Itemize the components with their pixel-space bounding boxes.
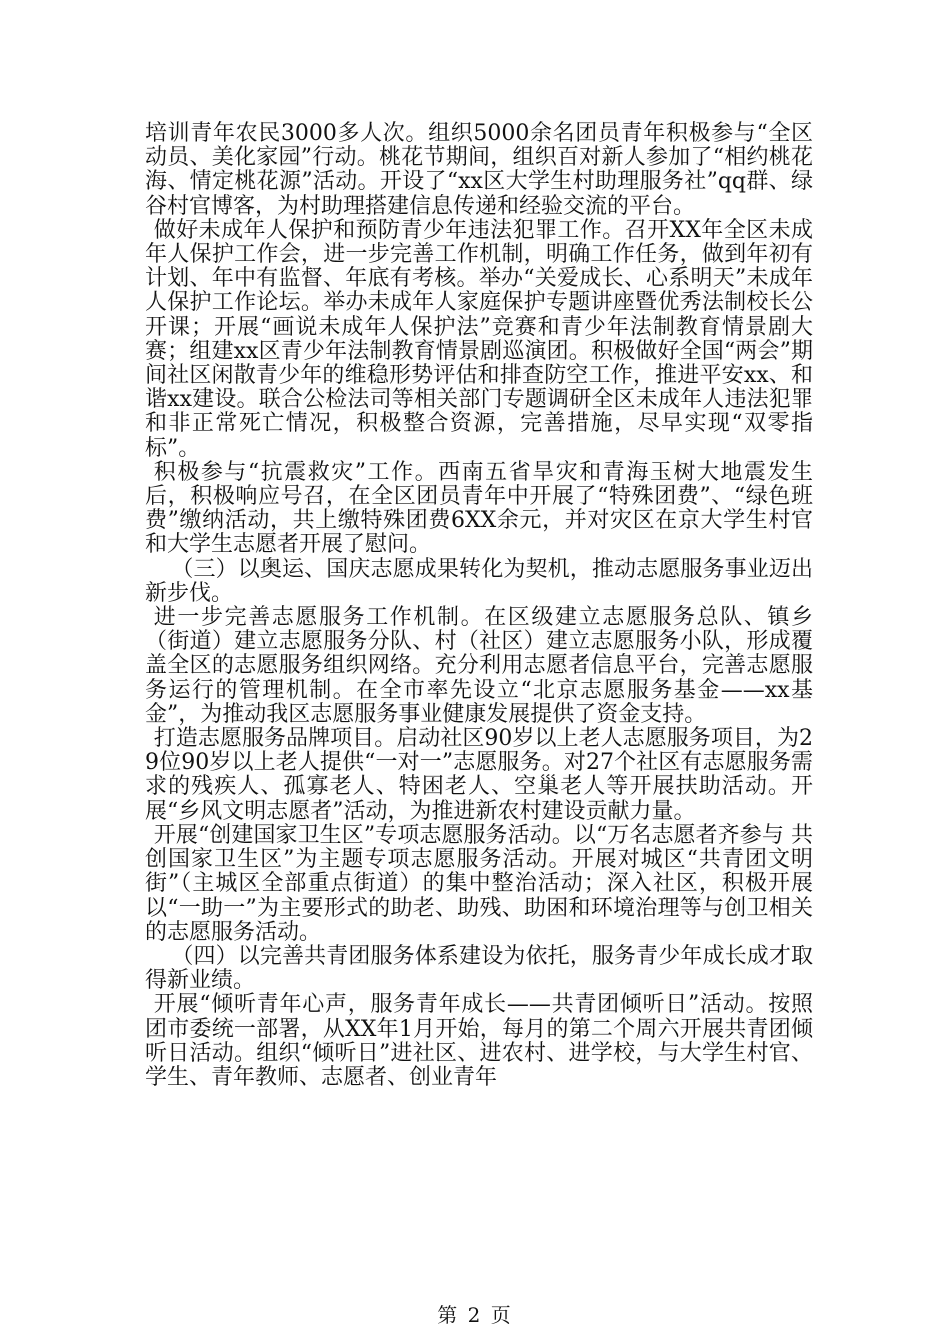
page-number: 第 2 页	[437, 1303, 513, 1327]
paragraph-volunteer-mechanism: 进一步完善志愿服务工作机制。在区级建立志愿服务总队、镇乡（街道）建立志愿服务分队、村（社区）建立志愿服务小队，形成覆盖全区的志愿服务组织网络。充分利用志愿者信息平台，完善志愿服务运行的管理机制。在全市率先设立“北京志愿服务基金——xx基金”，为推动我区志愿服务事业健康发展提供了资金支持。	[145, 605, 813, 727]
paragraph-listening-day: 开展“倾听青年心声，服务青年成长——共青团倾听日”活动。按照团市委统一部署，从XX年1月开始，每月的第二个周六开展共青团倾听日活动。组织“倾听日”进社区、进农村、进学校，与大学生村官、学生、青年教师、志愿者、创业青年	[145, 992, 813, 1090]
paragraph-earthquake-relief: 积极参与“抗震救灾”工作。西南五省旱灾和青海玉树大地震发生后，积极响应号召，在全区团员青年中开展了“特殊团费”、“绿色班费”缴纳活动，共上缴特殊团费6XX余元，并对灾区在京大学生村官和大学生志愿者开展了慰问。	[145, 459, 813, 558]
document-body	[145, 122, 813, 1090]
paragraph-continuation: 培训青年农民3000多人次。组织5000余名团员青年积极参与“全区动员、美化家园”行动。桃花节期间，组织百对新人参加了“相约桃花海、情定桃花源”活动。开设了“xx区大学生村助理服务社”qq群、绿谷村官博客，为村助理搭建信息传递和经验交流的平台。	[145, 121, 813, 219]
paragraph-health-district: 开展“创建国家卫生区”专项志愿服务活动。以“万名志愿者齐参与 共创国家卫生区”为主题专项志愿服务活动。开展对城区“共青团文明街”（主城区全部重点街道）的集中整治活动；深入社区，积极开展以“一助一”为主要形式的助老、助残、助困和环境治理等与创卫相关的志愿服务活动。	[145, 822, 813, 945]
section-heading-three: （三）以奥运、国庆志愿成果转化为契机，推动志愿服务事业迈出新步伐。	[145, 556, 813, 606]
section-heading-four: （四）以完善共青团服务体系建设为依托，服务青少年成长成才取得新业绩。	[145, 943, 813, 994]
paragraph-volunteer-brand: 打造志愿服务品牌项目。启动社区90岁以上老人志愿服务项目，为29位90岁以上老人提供“一对一”志愿服务。对27个社区有志愿服务需求的残疾人、孤寡老人、特困老人、空巢老人等开展扶助活动。开展“乡风文明志愿者”活动，为推进新农村建设贡献力量。	[145, 726, 813, 824]
paragraph-minor-protection: 做好未成年人保护和预防青少年违法犯罪工作。召开XX年全区未成年人保护工作会，进一步完善工作机制，明确工作任务，做到年初有计划、年中有监督、年底有考核。举办“关爱成长、心系明天”未成年人保护工作论坛。举办未成年人家庭保护专题讲座暨优秀法制校长公开课；开展“画说未成年人保护法”竞赛和青少年法制教育情景剧大赛；组建xx区青少年法制教育情景剧巡演团。积极做好全国“两会”期间社区闲散青少年的维稳形势评估和排查防空工作，推进平安xx、和谐xx建设。联合公检法司等相关部门专题调研全区未成年人违法犯罪和非正常死亡情况，积极整合资源，完善措施，尽早实现“双零指标”。	[145, 217, 813, 461]
